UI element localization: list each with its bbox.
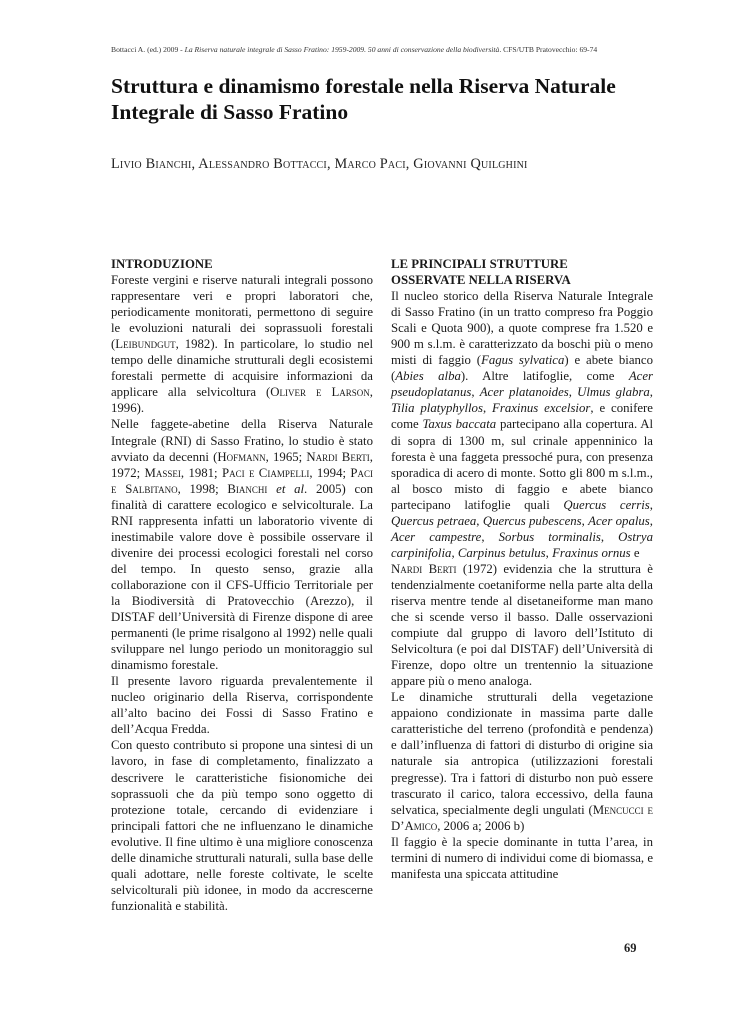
author-list: Livio Bianchi, Alessandro Bottacci, Marco Paci, Giovanni Quilghini — [111, 156, 528, 172]
right-column — [391, 256, 653, 882]
article-title: Struttura e dinamismo forestale nella Riserva Naturale Integrale di Sasso Fratino — [111, 74, 616, 124]
paragraph: Con questo contributo si propone una sintesi di un lavoro, in fase di completamento, finalizzato a descrivere le caratteristiche fisionomiche dei soprassuoli che da più tempo sono oggetto di protezione totale, cercando di evidenziare i principali fattori che ne influenzano le dinamiche evolutive. Il fine ultimo è una migliore conoscenza delle dinamiche strutturali naturali, sulla base delle quali adottare, nelle foreste coltivate, le scelte selvicolturali più idonee, in modo da accrescerne funzionalità e stabilità. — [111, 738, 373, 913]
paragraph: Nardi Berti (1972) evidenzia che la struttura è tendenzialmente coetaniforme nella parte alta della riserva mentre tende al disetaneiforme man mano che si scende verso il basso. Dalle osservazioni compiute dal gruppo di lavoro dell’Istituto di Selvicoltura (e poi dal DISTAF) dell’Università di Firenze, dopo oltre un trentennio la situazione appare più o meno analoga. — [391, 561, 653, 689]
paragraph: Nelle faggete-abetine della Riserva Naturale Integrale (RNI) di Sasso Fratino, lo studio è stato avviato da decenni (Hofmann, 1965; Nardi Berti, 1972; Massei, 1981; Paci e Ciampelli, 1994; Paci e Salbitano, 1998; Bianchi et al. 2005) con finalità di carattere ecologico e selvicolturale. La RNI rappresenta infatti un laboratorio vivente di inestimabile valore dove è possibile osservare il divenire dei processi ecologici forestali nel corso del tempo. In questo senso, grazie alla collaborazione con il CFS-Ufficio Territoriale per la Biodiversità di Pratovecchio (Arezzo), il DISTAF dell’Università di Firenze dispone di aree permanenti (le prime risalgono al 1992) nelle quali sviluppare nel lungo periodo un monitoraggio sul dinamismo forestale. — [111, 417, 374, 673]
section-heading-introduzione: INTRODUZIONE — [111, 257, 213, 271]
paragraph: Il faggio è la specie dominante in tutta l’area, in termini di numero di individui come di biomassa, e manifesta una spiccata attitudine — [391, 834, 653, 881]
paragraph: Il presente lavoro riguarda prevalentemente il nucleo originario della Riserva, corrispondente all’alto bacino dei Fossi di Sasso Fratino e dell’Acqua Fredda. — [111, 674, 373, 737]
section-heading-strutture: LE PRINCIPALI STRUTTURE OSSERVATE NELLA RISERVA — [391, 257, 571, 288]
page-number: 69 — [624, 941, 637, 955]
paragraph: Le dinamiche strutturali della vegetazione appaiono condizionate in massima parte dalle caratteristiche del terreno (profondità e pendenza) e dall’influenza di fattori di disturbo di origine sia naturale sia antropica (utilizzazioni forestali pregresse). Tra i fattori di disturbo non può essere trascurato il carico, talora eccessivo, della fauna selvatica, specialmente degli ungulati (Mencucci e D’Amico, 2006 a; 2006 b) — [391, 690, 653, 833]
running-head: Bottacci A. (ed.) 2009 - La Riserva naturale integrale di Sasso Fratino: 1959-2009. 50 anni di conservazione della biodiversità. CFS/UTB Pratovecchio: 69-74 — [111, 45, 598, 54]
paragraph: Foreste vergini e riserve naturali integrali possono rappresentare veri e propri laboratori che, periodicamente monitorati, permettono di seguire le evoluzioni naturali dei soprassuoli forestali (Leibundgut, 1982). In particolare, lo studio nel tempo delle dinamiche strutturali degli ecosistemi forestali permette di acquisire informazioni da applicare alla selvicoltura (Oliver e Larson, 1996). — [111, 273, 373, 416]
paragraph: Il nucleo storico della Riserva Naturale Integrale di Sasso Fratino (in un tratto compreso fra Poggio Scali e Quota 900), a quote comprese fra 1.520 e 900 m s.l.m. è caratterizzato da boschi più o meno misti di faggio (Fagus sylvatica) e abete bianco (Abies alba). Altre latifoglie, come Acer pseudoplatanus, Acer platanoides, Ulmus glabra, Tilia platyphyllos, Fraxinus excelsior, e conifere come Taxus baccata partecipano alla copertura. Al di sopra di 1300 m, sul crinale appenninico la foresta è una faggeta pressoché pura, con presenza sporadica di acero di monte. Sotto gli 800 m s.l.m., al bosco misto di faggio e abete bianco partecipano latifoglie quali Quercus cerris, Quercus petraea, Quercus pubescens, Acer opalus, Acer campestre, Sorbus torminalis, Ostrya carpinifolia, Carpinus betulus, Fraxinus ornus e — [391, 289, 654, 560]
left-column — [111, 256, 373, 914]
